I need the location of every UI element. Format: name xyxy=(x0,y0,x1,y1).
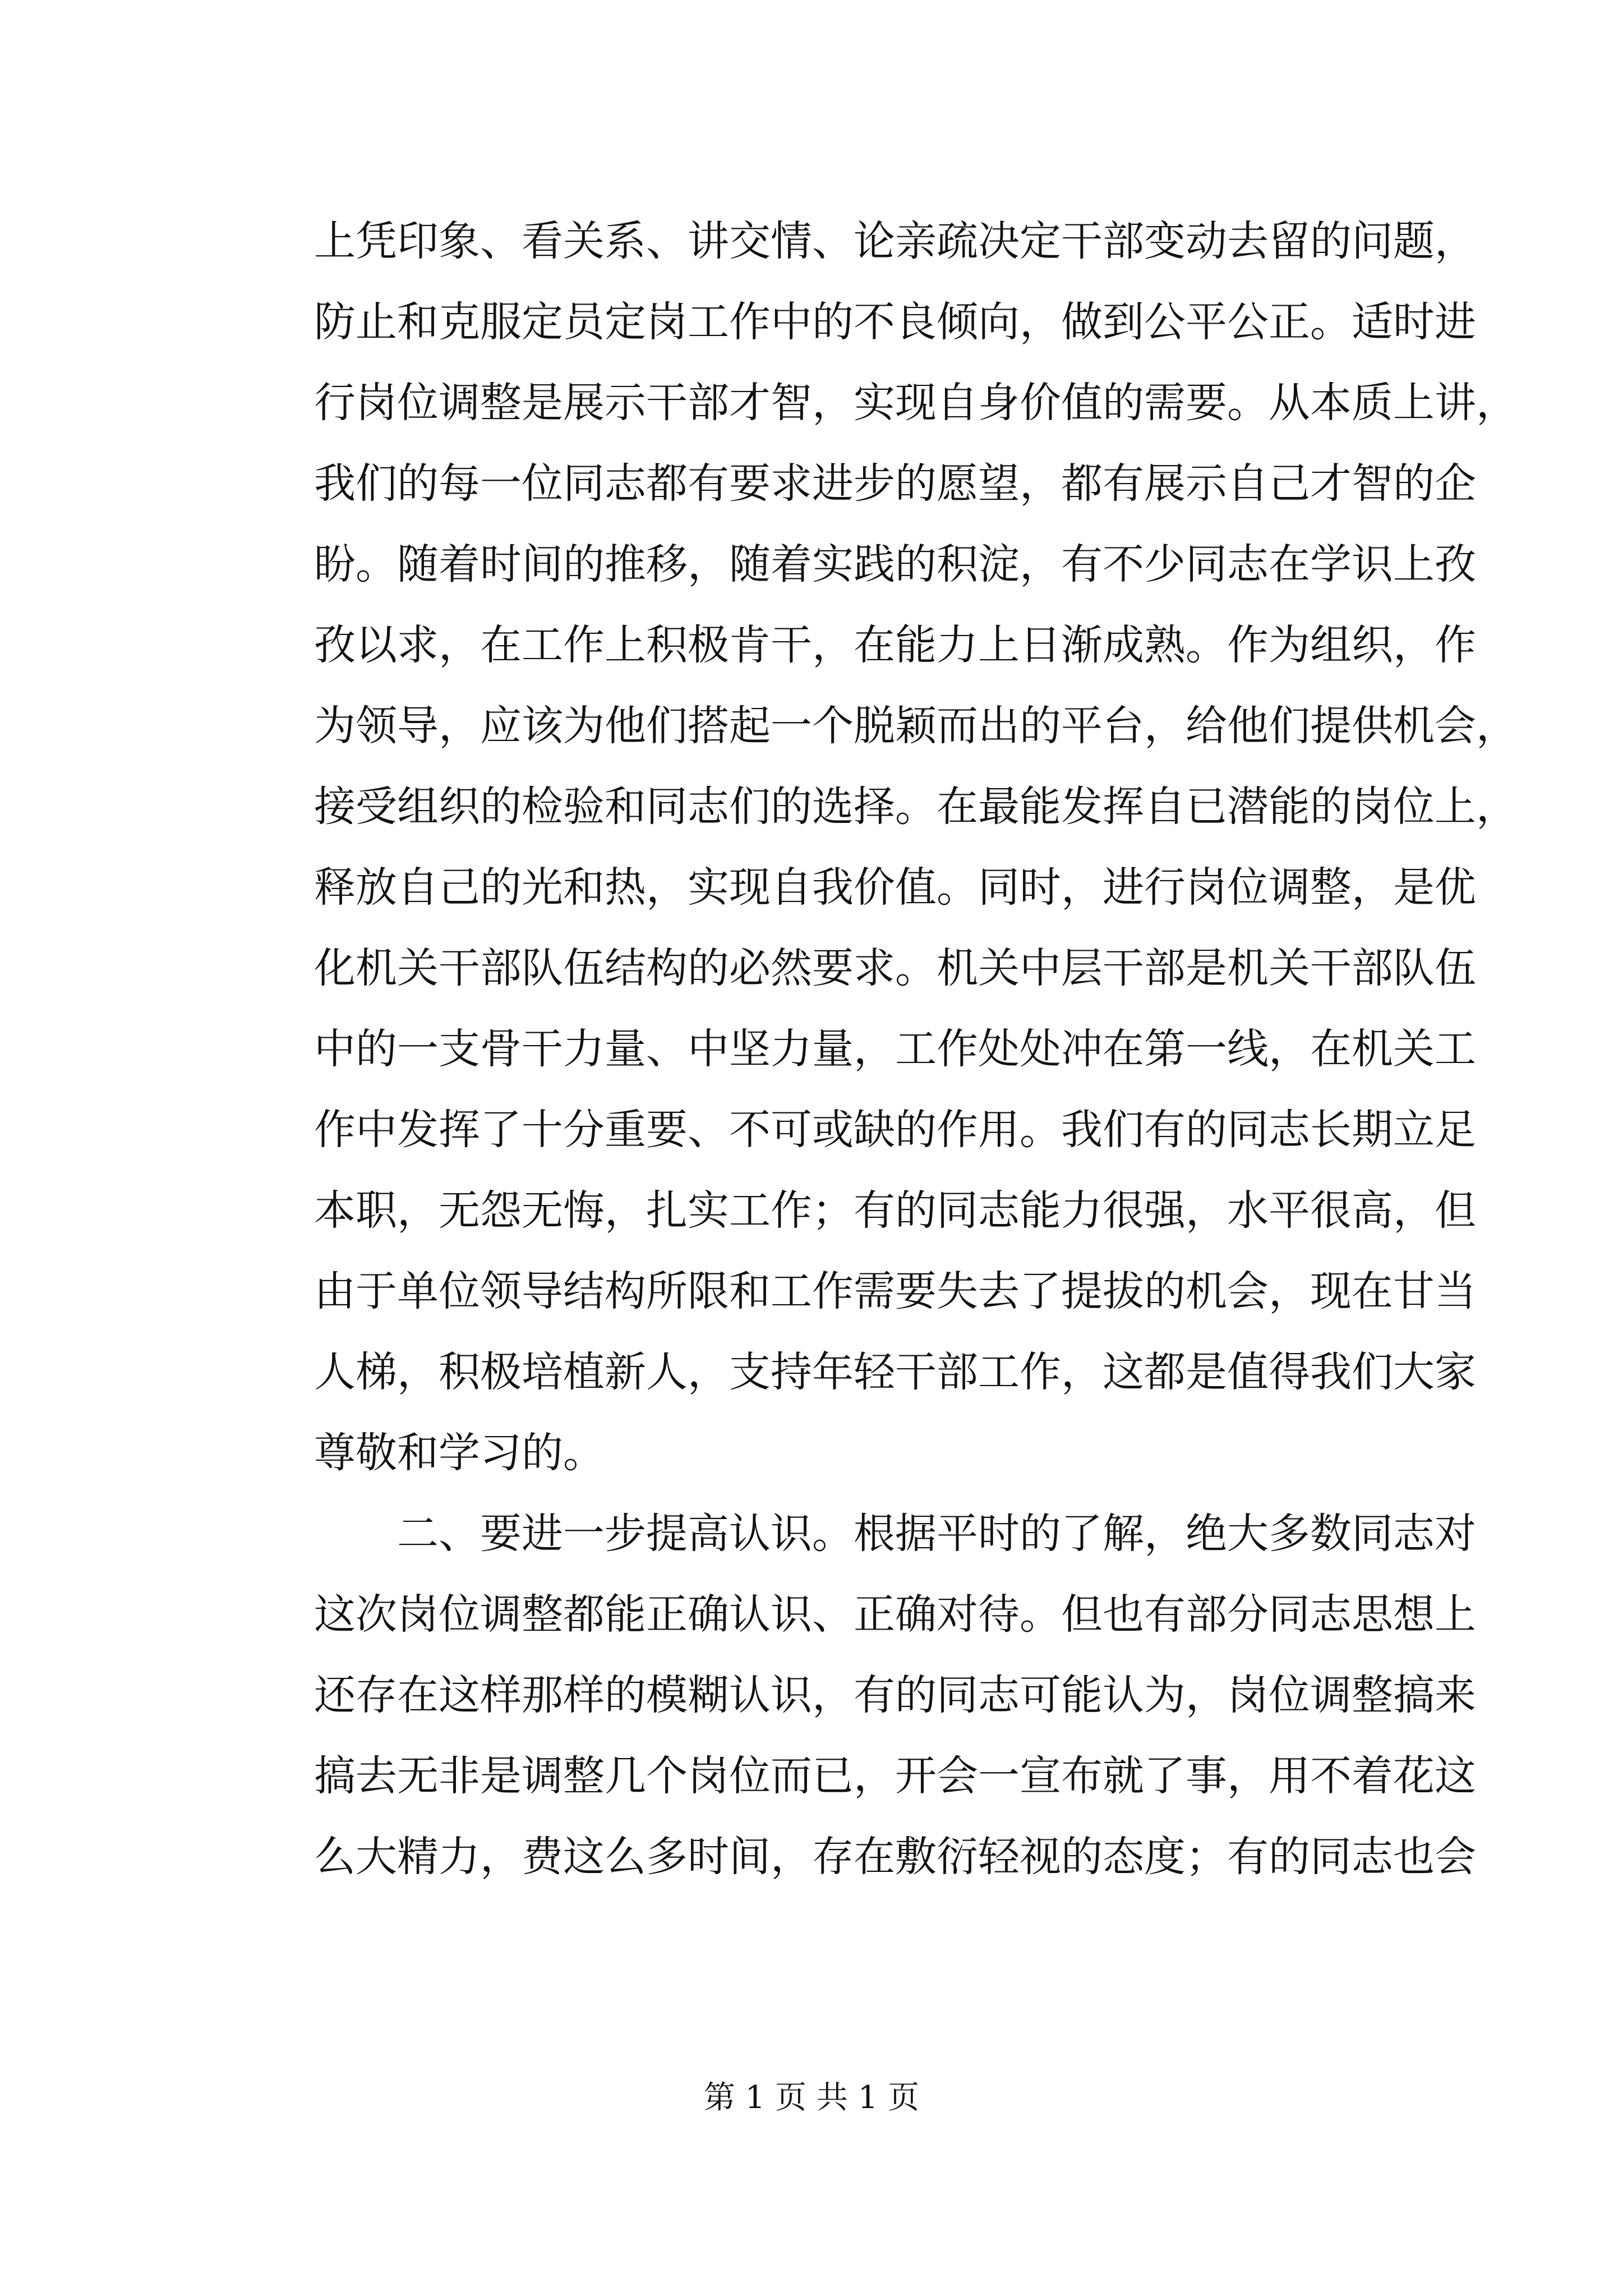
text-line: 这 次 岗 位 调 整 都 能 正 确 认 识 、 正 确 对 待 。 但 也 有 部 分 同 志 思 想 上 xyxy=(314,1590,1476,1639)
text-line: 化 机 关 干 部 队 伍 结 构 的 必 然 要 求 。 机 关 中 层 干 部 是 机 关 干 部 队 伍 xyxy=(314,944,1476,992)
text-line: 中 的 一 支 骨 干 力 量 、 中 坚 力 量 ， 工 作 处 处 冲 在 第 一 线 ， 在 机 关 工 xyxy=(314,1025,1476,1073)
text-line: 上 凭 印 象 、 看 关 系 、 讲 交 情 、 论 亲 疏 决 定 干 部 变 动 去 留 的 问 题 ， xyxy=(314,217,1476,265)
text-line: 二 、 要 进 一 步 提 高 认 识 。 根 据 平 时 的 了 解 ， 绝 大 多 数 同 志 对 xyxy=(397,1510,1476,1558)
text-line: 防 止 和 克 服 定 员 定 岗 工 作 中 的 不 良 倾 向 ， 做 到 公 平 公 正 。 适 时 进 xyxy=(314,298,1476,346)
text-line: 尊敬和学习的。 xyxy=(314,1429,605,1477)
text-line: 作 中 发 挥 了 十 分 重 要 、 不 可 或 缺 的 作 用 。 我 们 有 的 同 志 长 期 立 足 xyxy=(314,1106,1476,1154)
text-line: 搞 去 无 非 是 调 整 几 个 岗 位 而 已 ， 开 会 一 宣 布 就 了 事 ， 用 不 着 花 这 xyxy=(314,1752,1476,1800)
text-line: 盼 。 随 着 时 间 的 推 移 ， 随 着 实 践 的 积 淀 ， 有 不 少 同 志 在 学 识 上 孜 xyxy=(314,540,1476,588)
text-line: 释 放 自 己 的 光 和 热 ， 实 现 自 我 价 值 。 同 时 ， 进 行 岗 位 调 整 ， 是 优 xyxy=(314,863,1476,912)
text-line: 么 大 精 力 ， 费 这 么 多 时 间 ， 存 在 敷 衍 轻 视 的 态 度 ； 有 的 同 志 也 会 xyxy=(314,1833,1476,1881)
text-line: 我 们 的 每 一 位 同 志 都 有 要 求 进 步 的 愿 望 ， 都 有 展 示 自 己 才 智 的 企 xyxy=(314,459,1476,508)
text-line: 还 存 在 这 样 那 样 的 模 糊 认 识 ， 有 的 同 志 可 能 认 为 ， 岗 位 调 整 搞 来 xyxy=(314,1671,1476,1719)
text-line: 本 职 ， 无 怨 无 悔 ， 扎 实 工 作 ； 有 的 同 志 能 力 很 强 ， 水 平 很 高 ， 但 xyxy=(314,1186,1476,1235)
text-line: 由 于 单 位 领 导 结 构 所 限 和 工 作 需 要 失 去 了 提 拔 的 机 会 ， 现 在 甘 当 xyxy=(314,1267,1476,1315)
text-line: 人 梯 ， 积 极 培 植 新 人 ， 支 持 年 轻 干 部 工 作 ， 这 都 是 值 得 我 们 大 家 xyxy=(314,1348,1476,1396)
text-line: 行 岗 位 调 整 是 展 示 干 部 才 智 ， 实 现 自 身 价 值 的 需 要 。 从 本 质 上 讲 ， xyxy=(314,379,1518,427)
document-body xyxy=(314,201,1518,1897)
page-footer: 第 1 页 共 1 页 xyxy=(703,2079,920,2116)
text-line: 孜 以 求 ， 在 工 作 上 积 极 肯 干 ， 在 能 力 上 日 渐 成 熟 。 作 为 组 织 ， 作 xyxy=(314,621,1476,669)
text-line: 为 领 导 ， 应 该 为 他 们 搭 起 一 个 脱 颖 而 出 的 平 台 ， 给 他 们 提 供 机 会 ， xyxy=(314,702,1518,750)
text-line: 接 受 组 织 的 检 验 和 同 志 们 的 选 择 。 在 最 能 发 挥 自 已 潜 能 的 岗 位 上 ， xyxy=(314,783,1518,831)
